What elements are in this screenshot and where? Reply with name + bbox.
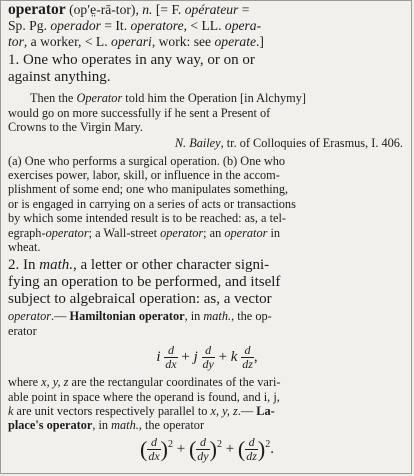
etymology-text: = (238, 2, 250, 17)
definition-text: operator (8, 309, 52, 324)
etymology-text: , work: see (151, 34, 215, 49)
etymology-text: , < LL. (183, 18, 225, 33)
definition-2-continued (8, 309, 406, 338)
etymology-text: = It. (100, 18, 131, 33)
explanation-line (8, 404, 406, 418)
subdefinition-line (8, 226, 406, 240)
subdefinition-line: exercises power, labor, skill, or influence in the accom- (8, 167, 280, 182)
etymology-italian: operatore (130, 18, 184, 33)
explanation-line (8, 375, 406, 389)
etymology-text: , a worker, < L. (23, 34, 112, 49)
subdefinition-text: ; a Wall-street (88, 225, 161, 240)
term-hamiltonian-operator: Hamiltonian operator (69, 309, 185, 324)
explanation-text: math. (111, 418, 139, 433)
quotation-text: Then the (30, 91, 77, 105)
formula-paren: ( (140, 436, 148, 462)
entry-heading (8, 2, 406, 18)
explanation-line (8, 418, 406, 432)
subdefinition-line: wheat. (8, 239, 41, 254)
cross-reference: operate (214, 34, 257, 49)
definition-2 (8, 257, 406, 308)
formula-paren: ) (257, 436, 266, 462)
explanation-text: x, y, z (210, 403, 238, 418)
definition-line: erator (8, 323, 37, 338)
subdefinition-line: (a) One who performs a surgical operation. (b) One who (8, 153, 286, 168)
quotation-line (8, 91, 406, 106)
formula-paren: ) (160, 436, 168, 462)
subdefinition-text: operator (224, 225, 268, 240)
term-laplace-operator: place's operator (8, 418, 93, 433)
quotation-text: Operator (76, 91, 123, 105)
definition-line (8, 309, 406, 323)
fraction-denominator: dy (202, 357, 214, 372)
fraction-d-dz (245, 436, 258, 463)
formula-exponent: 2 (265, 438, 271, 450)
fraction-d-dy (196, 436, 209, 463)
formula-operator: + (172, 440, 189, 457)
formula-symbol: i (156, 349, 161, 366)
explanation (8, 375, 406, 433)
formula-symbol: k (230, 349, 238, 366)
fraction-denominator: dz (246, 448, 257, 463)
fraction-denominator: dy (197, 448, 209, 463)
definition-text: 2. In (8, 257, 40, 274)
fraction-numerator: d (167, 343, 174, 358)
subdefinition-line: or is engaged in carrying on a series of acts or transactions (8, 196, 296, 211)
etymology-latin: tor (8, 34, 24, 49)
explanation-text: x, y, z (41, 375, 69, 390)
fraction-d-dx (147, 436, 160, 463)
fraction-denominator: dz (242, 357, 253, 372)
formula-exponent: 2 (167, 438, 173, 450)
definition-line (8, 257, 406, 274)
definition-text: math. (203, 309, 232, 324)
citation-source: , tr. of Colloquies of Erasmus, I. 406. (220, 135, 403, 150)
fraction-numerator: d (150, 434, 157, 449)
explanation-text: are unit vectors respectively parallel to (13, 403, 211, 418)
fraction-d-dz (241, 344, 254, 371)
explanation-text: , in (92, 418, 112, 433)
explanation-text: where (8, 375, 42, 390)
etymology-text: Sp. Pg. (8, 18, 51, 33)
formula-operator: + (221, 440, 238, 457)
subdefinition-text: ; an (203, 225, 225, 240)
subdefinition-text: operator (160, 225, 204, 240)
definition-1 (8, 52, 406, 86)
etymology-line-2 (8, 18, 406, 34)
definition-text: math. (39, 257, 73, 274)
etymology-latin: opera- (224, 18, 262, 33)
definition-text: , the op- (231, 309, 272, 324)
formula-paren: ( (188, 436, 197, 462)
formula-punctuation: , (253, 349, 258, 366)
formula-punctuation: . (270, 440, 274, 457)
formula-operator: + (177, 349, 194, 366)
definition-line: fying an operation to be performed, and itself (8, 274, 281, 291)
laplace-formula (8, 436, 406, 463)
etymology-text: .] (256, 34, 264, 49)
etymology-french: opérateur (184, 2, 239, 17)
fraction-denominator: dx (165, 357, 177, 372)
etymology-spanish: operador (50, 18, 101, 33)
formula-paren: ( (237, 436, 246, 462)
subdefinition-line: plishment of some end; one who manipulates something, (8, 182, 289, 197)
etymology-text: [= F. (152, 2, 185, 17)
formula-operator: + (214, 349, 231, 366)
headword: operator (8, 1, 66, 18)
definition-text: against anything. (8, 69, 111, 85)
fraction-numerator: d (248, 434, 255, 449)
definition-text: .— (51, 309, 70, 324)
subdefinitions (8, 154, 406, 255)
part-of-speech: n. (142, 2, 153, 17)
hamiltonian-formula (8, 344, 406, 371)
definition-text: , a letter or other character signi- (73, 257, 270, 274)
quotation-line: Crowns to the Virgin Mary. (8, 120, 143, 134)
etymology-latin: operari (111, 34, 152, 49)
definition-line: subject to algebraical operation: as, a vector (8, 291, 272, 308)
citation (8, 136, 406, 151)
explanation-text: .— (237, 403, 257, 418)
fraction-denominator: dx (148, 448, 160, 463)
pronunciation: (op′e̤-rā-tor), (65, 2, 143, 17)
explanation-text: are the rectangular coordinates of the vari- (68, 375, 281, 390)
quotation-line: would go on more successfully if he sent a Present of (8, 105, 271, 120)
subdefinition-text: egraph- (8, 225, 46, 240)
etymology-line-3 (8, 34, 406, 50)
fraction-d-dx (164, 344, 177, 371)
fraction-numerator: d (244, 343, 251, 358)
quotation-text: told him the Operation [in Alchymy] (122, 91, 306, 105)
fraction-d-dy (202, 344, 215, 371)
formula-symbol: j (193, 349, 198, 366)
definition-text: , in (184, 309, 204, 324)
quotation (8, 91, 406, 135)
subdefinition-line: by which some intended result is to be reached: as, a tel- (8, 211, 286, 226)
explanation-line: able point in space where the operand is found, and i, j, (8, 389, 280, 404)
subdefinition-text: operator (45, 225, 89, 240)
formula-paren: ) (209, 436, 217, 462)
citation-author: N. Bailey (174, 135, 221, 150)
subdefinition-text: in (267, 225, 281, 240)
explanation-text: k (8, 403, 14, 418)
term-laplace-operator: La- (256, 403, 275, 418)
explanation-text: , the operator (138, 418, 205, 433)
formula-exponent: 2 (216, 438, 222, 450)
fraction-numerator: d (199, 434, 206, 449)
definition-text: 1. One who operates in any way, or on or (8, 52, 255, 68)
fraction-numerator: d (205, 343, 212, 358)
